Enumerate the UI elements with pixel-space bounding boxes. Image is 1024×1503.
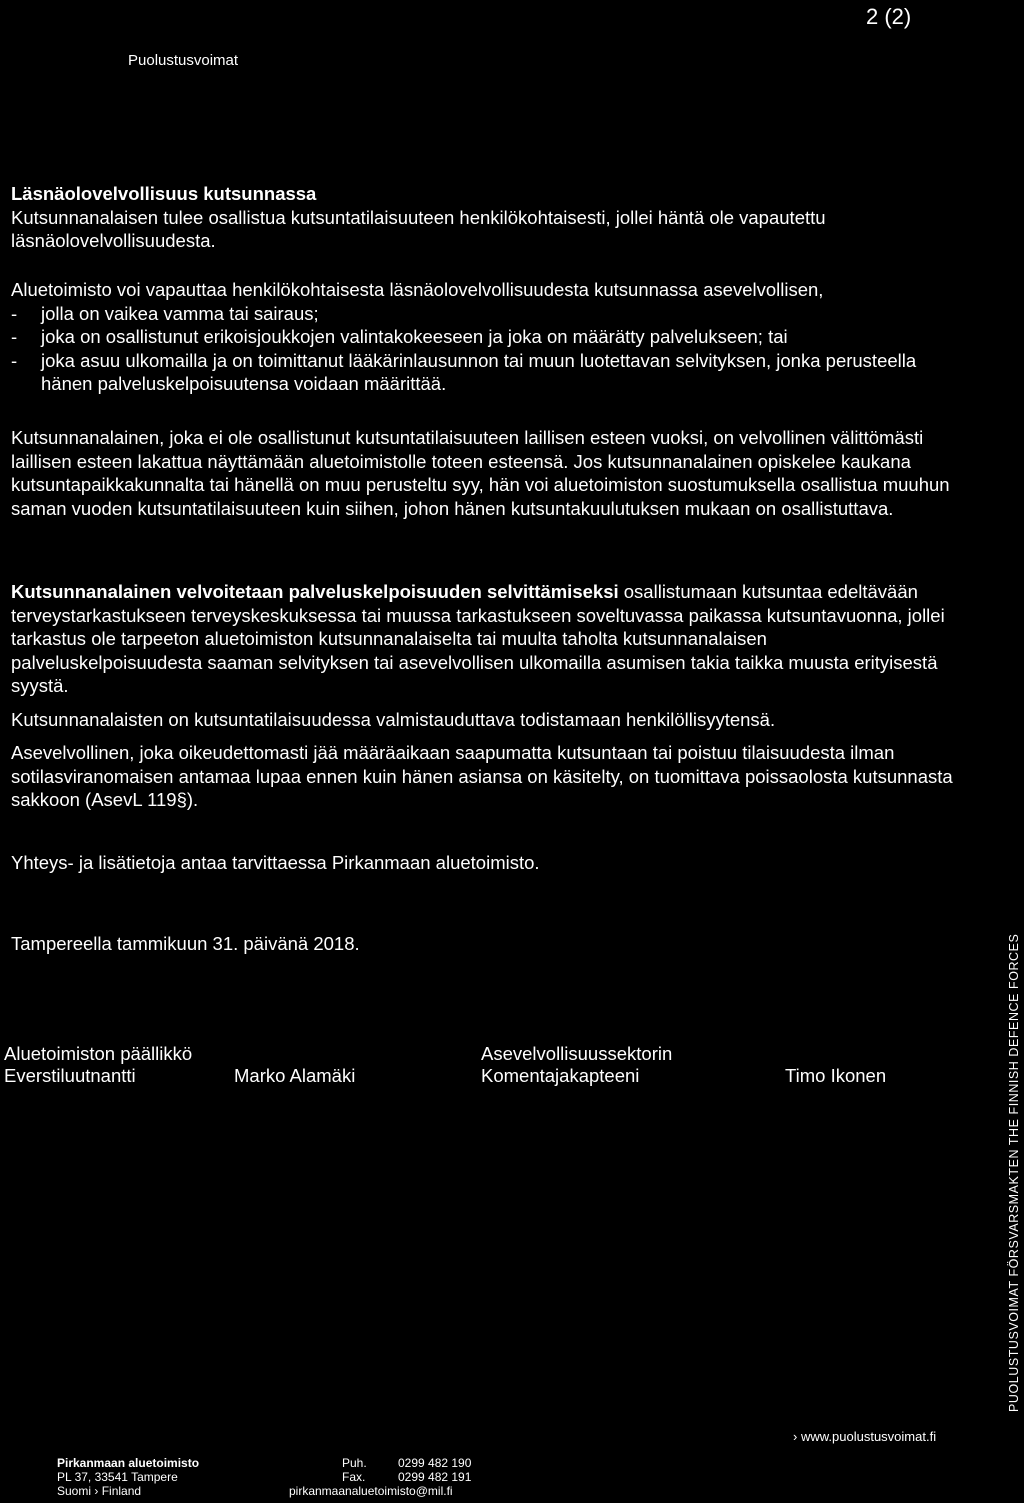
website-line	[793, 1430, 936, 1444]
list-item: - jolla on vaikea vamma tai sairaus;	[11, 302, 961, 326]
left-signatory-titles	[4, 1043, 192, 1087]
right-title-1: Asevelvollisuussektorin	[481, 1043, 673, 1064]
health-check-text: osallistumaan kutsuntaa edeltävään terveystarkastukseen terveyskeskuksessa tai muussa tarkastukseen soveltuvassa paikassa kutsuntavuonna, jollei tarkastus ole tarpeeton aluetoimiston kutsunnanalaiselta tai muulta taholta kutsunnanalaisen palveluskelpoisuudesta saaman selvityksen tai asevelvollisen ulkomailla asumisen takia taikka muusta erityisestä syystä.	[11, 581, 945, 696]
fax-number: 0299 482 191	[398, 1470, 472, 1484]
legal-obstacle-section	[11, 426, 961, 520]
left-title-2: Everstiluutnantti	[4, 1065, 136, 1086]
attendance-paragraph: Kutsunnanalaisen tulee osallistua kutsuntatilaisuuteen henkilökohtaisesti, jollei häntä ole vapautettu läsnäolovelvollisuudesta.	[11, 206, 826, 251]
footer-phone-labels	[342, 1456, 367, 1484]
left-title-1: Aluetoimiston päällikkö	[4, 1043, 193, 1064]
section-heading: Läsnäolovelvollisuus kutsunnassa	[11, 183, 317, 204]
health-check-section	[11, 580, 961, 812]
side-organization-text: PUOLUSTUSVOIMAT FÖRSVARSMAKTEN THE FINNISH DEFENCE FORCES	[1007, 933, 1021, 1412]
date-line: Tampereella tammikuun 31. päivänä 2018.	[11, 933, 360, 954]
right-title-2: Komentajakapteeni	[481, 1065, 640, 1086]
penalty-paragraph: Asevelvollinen, joka oikeudettomasti jää määräaikaan saapumatta kutsuntaan tai poistuu tilaisuudesta ilman sotilasviranomaisen antamaa lupaa ennen kuin hänen asiansa on käsitelty, on tuomittava poissaolosta kutsunnasta sakkoon (AsevL 119§).	[11, 742, 953, 810]
footer-address	[57, 1456, 199, 1498]
exemption-intro: Aluetoimisto voi vapauttaa henkilökohtaisesta läsnäolovelvollisuudesta kutsunnassa asevelvollisen,	[11, 279, 824, 300]
email-address[interactable]: pirkanmaanaluetoimisto@mil.fi	[289, 1484, 453, 1498]
identity-paragraph: Kutsunnanalaisten on kutsuntatilaisuudessa valmistauduttava todistamaan henkilöllisyytensä.	[11, 708, 776, 730]
arrow-icon: ›	[94, 1484, 99, 1498]
phone-number: 0299 482 190	[398, 1456, 472, 1470]
country: Suomi	[57, 1484, 92, 1498]
list-item: - joka on osallistunut erikoisjoukkojen valintakokeeseen ja joka on määrätty palvelukseen; tai	[11, 325, 961, 349]
footer-phone-values	[398, 1456, 471, 1484]
right-signatory-titles	[481, 1043, 672, 1087]
legal-obstacle-paragraph: Kutsunnanalainen, joka ei ole osallistunut kutsuntatilaisuuteen laillisen esteen vuoksi, on velvollinen välittömästi laillisen esteen lakattua näyttämään aluetoimistolle toteen esteensä. Jos kutsunnanalainen opiskelee kaukana kutsuntapaikkakunnalta tai hänellä on muu perusteltu syy, hän voi aluetoimiston suostumuksella osallistua muuhun saman vuoden kutsuntatilaisuuteen kuin siihen, johon hänen kutsuntakuulutuksen mukaan on osallistuttava.	[11, 427, 950, 519]
phone-label: Puh.	[342, 1456, 367, 1470]
page-number: 2 (2)	[866, 4, 912, 29]
exemption-section	[11, 278, 961, 396]
country-en: Finland	[101, 1484, 142, 1498]
health-check-paragraph	[11, 580, 961, 698]
health-check-lead: Kutsunnanalainen velvoitetaan palveluskelpoisuuden selvittämiseksi	[11, 581, 619, 602]
office-name: Pirkanmaan aluetoimisto	[57, 1456, 200, 1470]
contact-line: Yhteys- ja lisätietoja antaa tarvittaessa Pirkanmaan aluetoimisto.	[11, 852, 540, 873]
fax-label: Fax.	[342, 1470, 366, 1484]
list-item: - joka asuu ulkomailla ja on toimittanut lääkärinlausunnon tai muun luotettavan selvityksen, jonka perusteella hänen palveluskelpoisuutensa voidaan määrittää.	[11, 349, 961, 396]
organization-name: Puolustusvoimat	[128, 52, 239, 69]
website-link[interactable]: www.puolustusvoimat.fi	[800, 1429, 937, 1444]
right-signatory-name: Timo Ikonen	[785, 1065, 887, 1086]
country-line	[57, 1484, 199, 1498]
attendance-section	[11, 182, 961, 253]
arrow-icon: ›	[793, 1429, 798, 1444]
left-signatory-name: Marko Alamäki	[234, 1065, 356, 1086]
exemption-list	[11, 302, 961, 396]
postal-address: PL 37, 33541 Tampere	[57, 1470, 178, 1484]
